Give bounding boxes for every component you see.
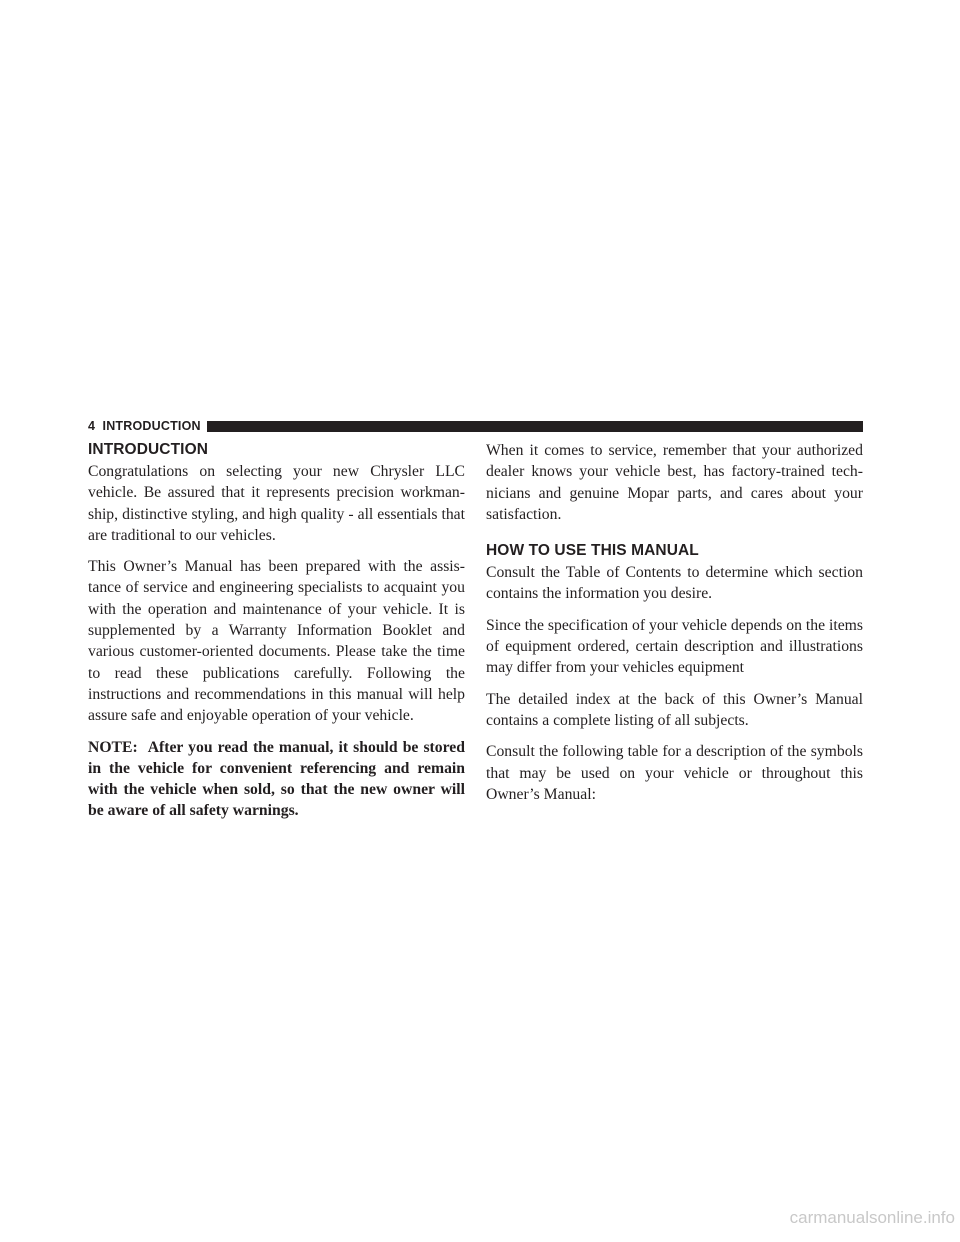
page-number: 4 xyxy=(88,419,96,433)
usage-paragraph-3: The detailed index at the back of this Owner’s Manual contains a complete listing of all subjects. xyxy=(486,690,863,729)
usage-paragraph-1: Consult the Table of Contents to determine which section contains the information you desire. xyxy=(486,564,863,603)
usage-paragraph-2: Since the specification of your vehicle depends on the items of equipment ordered, certain description and illustrations may differ from your vehicles equipment xyxy=(486,616,863,677)
watermark: carmanualsonline.info xyxy=(789,1208,955,1227)
note-paragraph xyxy=(88,737,465,822)
intro-paragraph-1: Congratulations on selecting your new Chrysler LLC vehicle. Be assured that it represents precision workman-ship, distinctive styling, and high quality - all essentials that are traditional to our vehicles. xyxy=(88,463,465,544)
how-to-use-heading: HOW TO USE THIS MANUAL xyxy=(486,542,699,560)
usage-paragraph-4: Consult the following table for a description of the symbols that may be used on your vehicle or throughout this Owner’s Manual: xyxy=(486,743,863,803)
header-label xyxy=(88,419,207,433)
right-column xyxy=(486,440,863,815)
intro-paragraph-2: This Owner’s Manual has been prepared with the assis-tance of service and engineering specialists to acquaint you with the operation and maintenance of your vehicle. It is supplemented by a Warranty Information Booklet and various customer-oriented documents. Please take the time to read these publications carefully. Following the instructions and recommendations in this manual will help assure safe and enjoyable operation of your vehicle. xyxy=(88,558,465,725)
note-label: NOTE: xyxy=(88,738,138,756)
service-paragraph: When it comes to service, remember that your authorized dealer knows your vehicle best, has factory-trained tech-nicians and genuine Mopar parts, and cares about your satisfaction. xyxy=(486,442,863,523)
header-rule xyxy=(207,421,863,432)
left-column xyxy=(88,440,465,832)
introduction-heading: INTRODUCTION xyxy=(88,441,209,458)
running-header xyxy=(88,419,863,433)
section-title: INTRODUCTION xyxy=(102,419,201,433)
note-text: After you read the manual, it should be stored in the vehicle for convenient referencing and remain with the vehicle when sold, so that the new owner will be aware of all safety warnings. xyxy=(88,738,465,820)
